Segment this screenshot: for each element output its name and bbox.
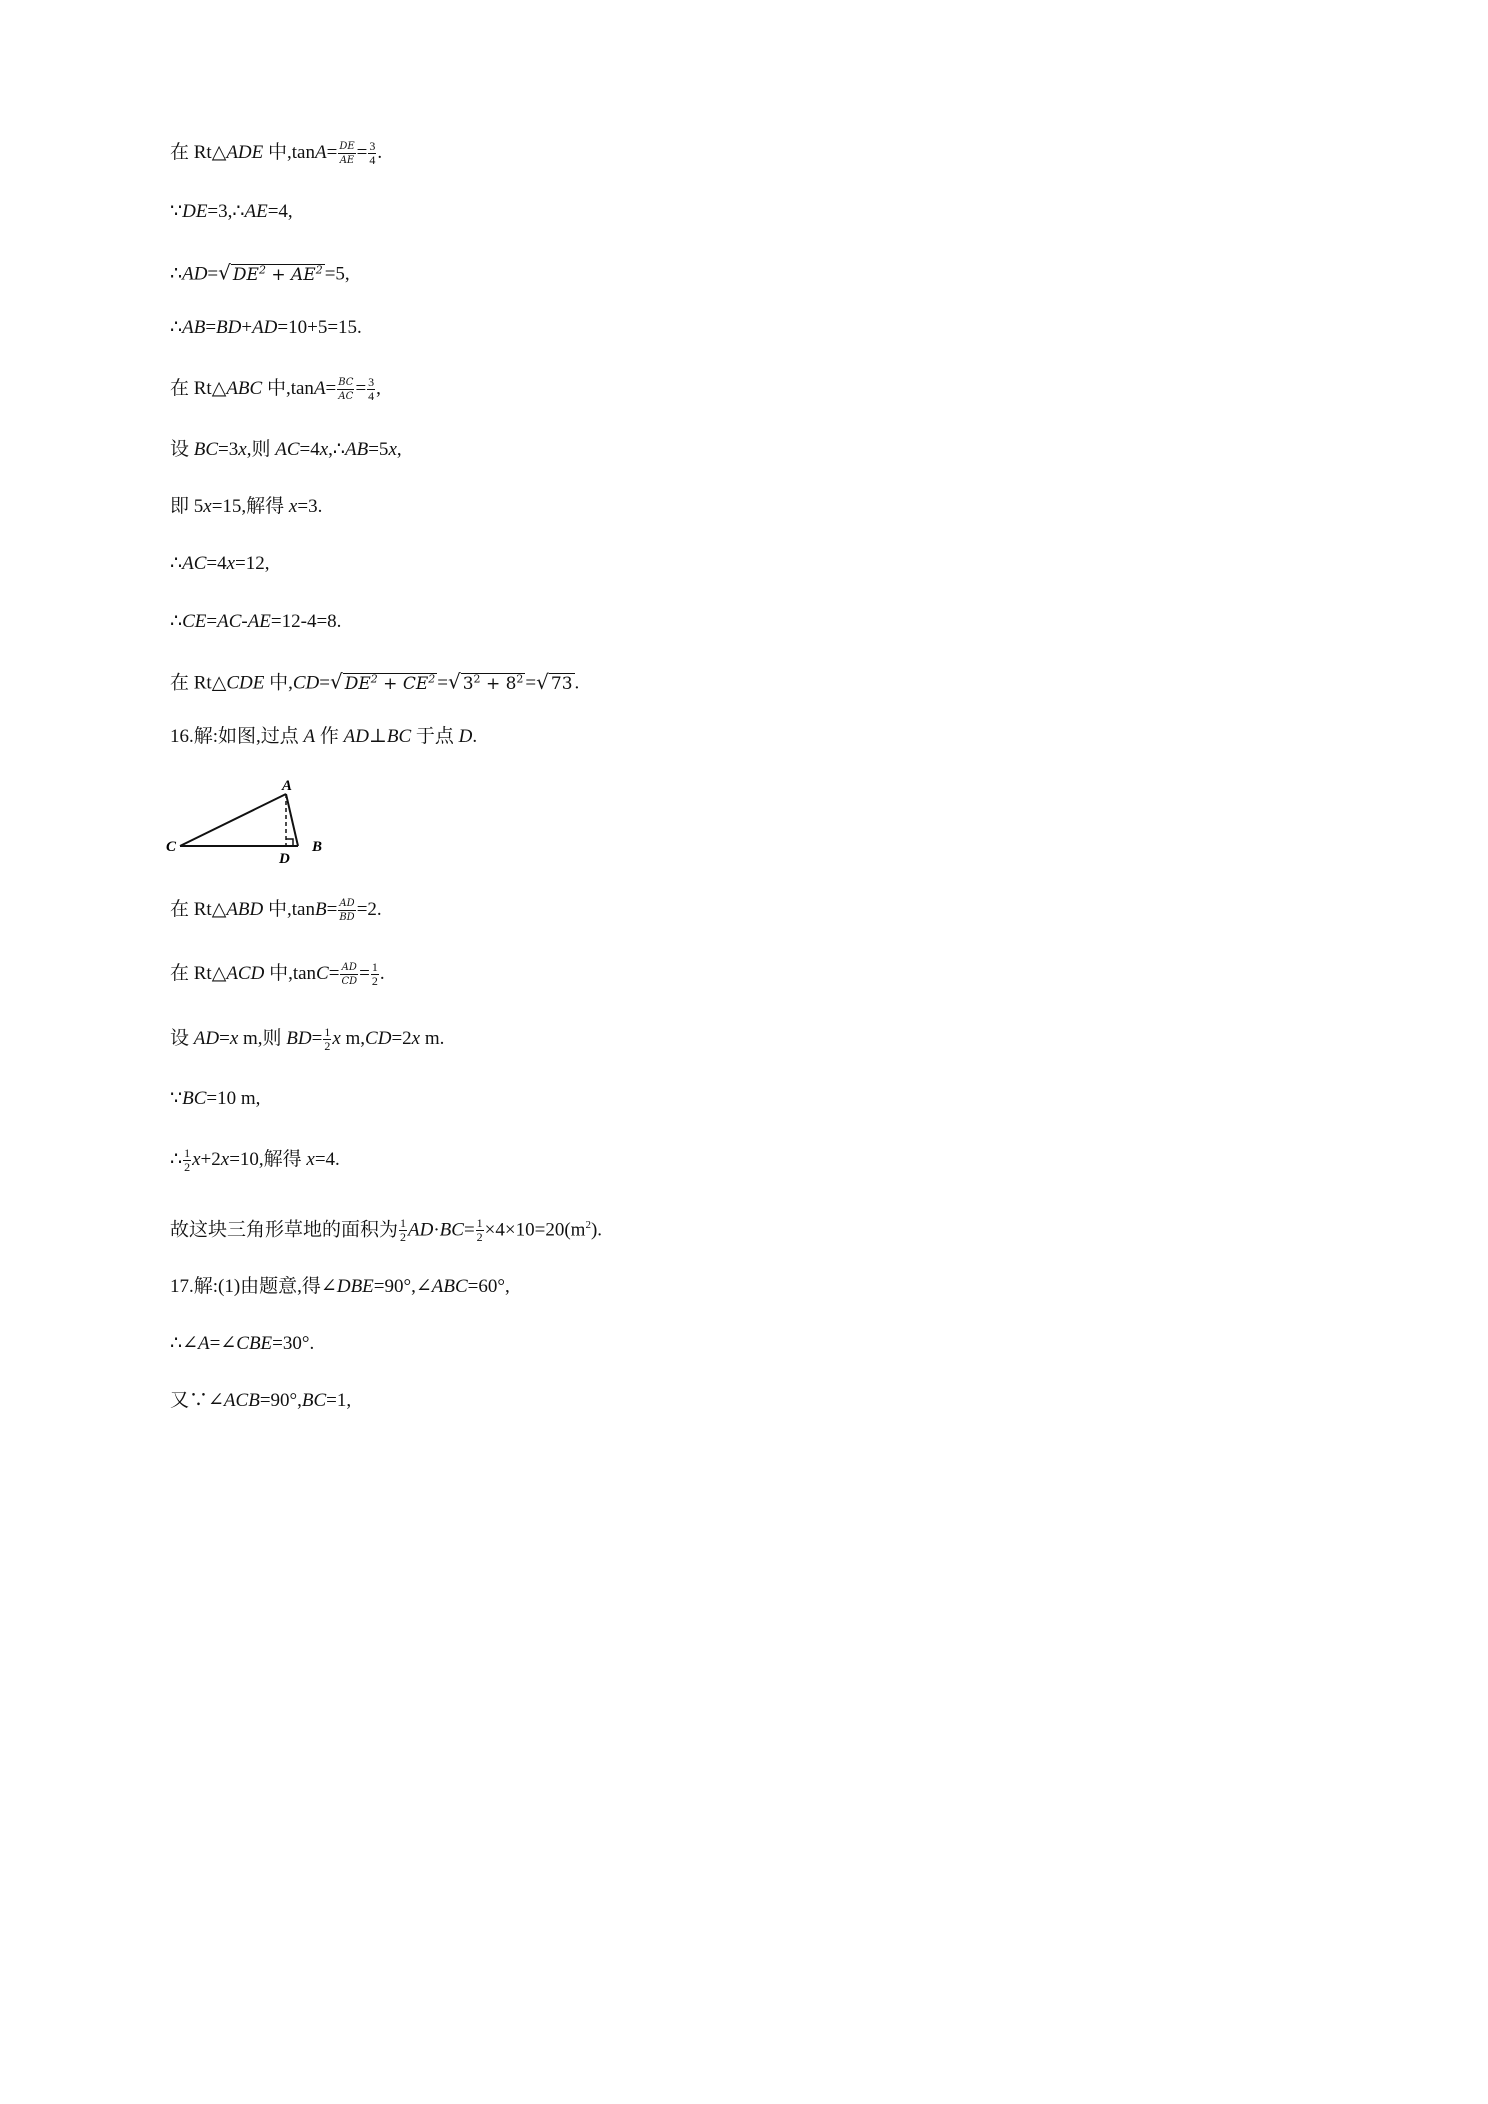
fraction: $\frac{AD}{CD}$ xyxy=(341,962,358,987)
problem-17-heading: 17.解:(1)由题意,得∠DBE=90°,∠ABC=60°, xyxy=(170,1276,510,1297)
solution-line: 在 Rt△ACD 中,tanC= $\frac{AD}{CD}$ = $\frac{1}{2}$ . xyxy=(170,960,385,988)
vertex-label-b: B xyxy=(312,839,323,855)
solution-line: ∵BC=10 m, xyxy=(170,1088,261,1109)
solution-line: 在 Rt△CDE 中,CD=√ $DE^2 + CE^2$ =√ $3^2 + 8^2$ =√ 73 . xyxy=(170,667,579,696)
solution-line: ∴AC=4x=12, xyxy=(170,553,270,574)
solution-line: 即 5x=15,解得 x=3. xyxy=(170,496,323,517)
fraction: $\frac{3}{4}$ xyxy=(368,375,375,403)
solution-line: 设 BC=3x,则 AC=4x,∴AB=5x, xyxy=(170,439,402,460)
solution-line: ∴CE=AC-AE=12-4=8. xyxy=(170,611,342,632)
side-ca xyxy=(180,794,286,846)
solution-line: 在 Rt△ADE 中,tanA= $\frac{DE}{AE}$ = $\frac{3}{4}$ . xyxy=(170,139,383,167)
vertex-label-a: A xyxy=(282,778,293,794)
solution-line: ∴AB=BD+AD=10+5=15. xyxy=(170,317,362,338)
triangle-diagram xyxy=(160,772,340,872)
fraction: $\frac{3}{4}$ xyxy=(369,139,376,167)
solution-line: 在 Rt△ABC 中,tanA= $\frac{BC}{AC}$ = $\frac{3}{4}$ , xyxy=(170,375,381,403)
solution-line: 故这块三角形草地的面积为 $\frac{1}{2}$ AD·BC= $\frac{1}{2}$ $\times 4\times 10=20(m^2)$. xyxy=(170,1216,603,1245)
solution-line: ∴AD=√ $DE^2 + AE^2 =5$, xyxy=(170,258,350,287)
fraction: $\frac{AD}{BD}$ xyxy=(339,898,355,923)
fraction: $\frac{1}{2}$ xyxy=(371,960,378,988)
fraction: $\frac{1}{2}$ xyxy=(400,1216,407,1245)
vertex-label-c: C xyxy=(166,839,177,855)
fraction: $\frac{1}{2}$ xyxy=(184,1146,191,1174)
square-root: √ $DE^2 + CE^2$ xyxy=(329,669,436,694)
square-root: √ $3^2 + 8^2$ xyxy=(447,669,524,694)
square-root: √ $DE^2 + AE^2$ xyxy=(218,260,323,285)
solution-line: ∴ $\frac{1}{2}$ x+2x=10,解得 x=4. xyxy=(170,1146,340,1174)
right-angle-mark xyxy=(286,839,293,846)
side-ab xyxy=(286,794,298,846)
fraction: $\frac{1}{2}$ xyxy=(324,1025,331,1053)
solution-line: ∴∠A=∠CBE=30°. xyxy=(170,1333,315,1354)
square-root: √ 73 xyxy=(536,669,573,694)
solution-line: 设 AD=x m,则 BD= $\frac{1}{2}$ x m,CD=2x m. xyxy=(170,1025,445,1053)
fraction: $\frac{1}{2}$ xyxy=(476,1216,483,1245)
problem-16-heading: 16.解:如图,过点 A 作 AD⊥BC 于点 D. xyxy=(170,726,478,747)
vertex-label-d: D xyxy=(279,851,290,867)
fraction: $\frac{DE}{AE}$ xyxy=(339,141,355,166)
solution-line: 又∵∠ACB=90°,BC=1, xyxy=(170,1390,352,1411)
fraction: $\frac{BC}{AC}$ xyxy=(338,377,354,402)
solution-line: ∵DE=3,∴AE=4, xyxy=(170,201,293,222)
solution-line: 在 Rt△ABD 中,tanB= $\frac{AD}{BD}$ =2. xyxy=(170,898,382,923)
